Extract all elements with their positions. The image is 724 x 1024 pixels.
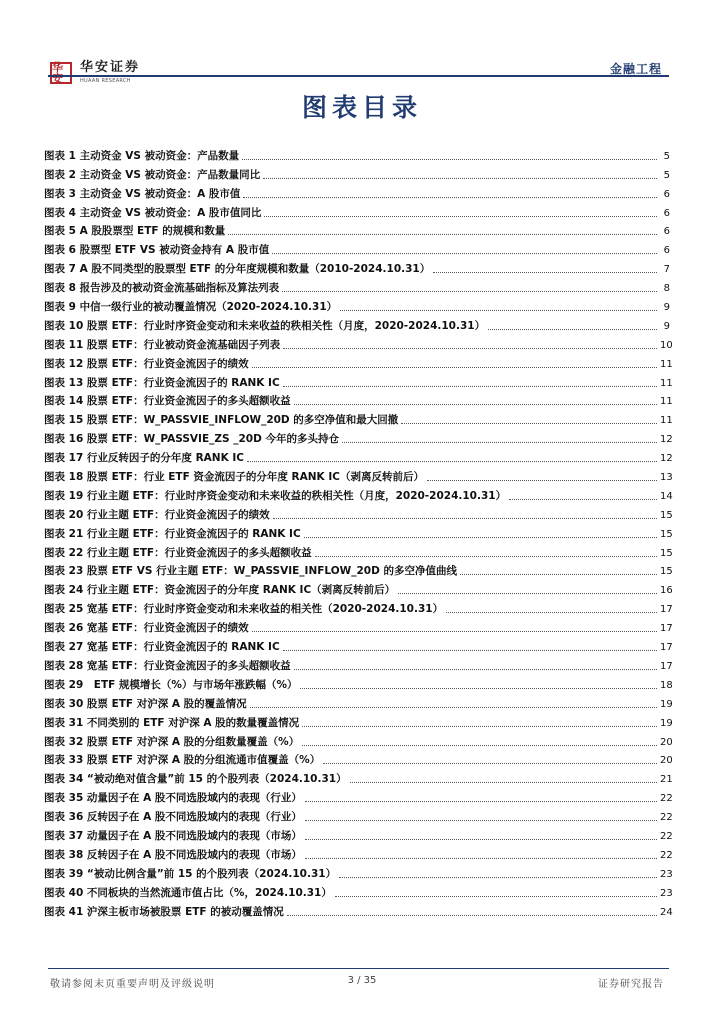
toc-entry-page: 22 (660, 812, 673, 824)
toc-dot-leader (264, 216, 657, 217)
footer-divider (48, 968, 669, 969)
logo-english-name: HUAAN RESEARCH (80, 78, 131, 84)
toc-entry-label: 图表 27 宽基 ETF：行业资金流因子的 RANK IC (44, 641, 280, 654)
toc-entry[interactable] (44, 182, 670, 201)
toc-entry-page: 11 (660, 415, 673, 427)
section-label: 金融工程 (609, 62, 662, 76)
toc-entry-label: 图表 9 中信一级行业的被动覆盖情况（2020-2024.10.31） (44, 301, 338, 314)
header-divider (48, 75, 669, 77)
company-logo-text (80, 61, 140, 85)
toc-entry[interactable] (44, 144, 670, 163)
toc-dot-leader (304, 537, 657, 538)
toc-entry-page: 22 (660, 793, 673, 805)
toc-dot-leader (252, 367, 657, 368)
toc-entry-label: 图表 22 行业主题 ETF：行业资金流因子的多头超额收益 (44, 546, 312, 559)
toc-entry-page: 22 (660, 830, 673, 842)
toc-entry-label: 图表 38 反转因子在 A 股不同选股域内的表现（市场） (44, 848, 302, 861)
toc-entry[interactable] (44, 881, 673, 900)
toc-entry[interactable] (44, 408, 673, 427)
toc-dot-leader (294, 404, 657, 405)
toc-entry-label: 图表 24 行业主题 ETF：资金流因子的分年度 RANK IC（剥离反转前后） (44, 584, 396, 597)
toc-entry-label: 图表 8 报告涉及的被动资金流基础指标及算法列表 (44, 282, 280, 295)
toc-entry-label: 图表 19 行业主题 ETF：行业时序资金变动和未来收益的秩相关性（月度，2020-2024.10.31） (44, 489, 507, 502)
toc-dot-leader (282, 291, 657, 292)
toc-entry[interactable] (44, 238, 670, 257)
toc-entry-label: 图表 26 宽基 ETF：行业资金流因子的绩效 (44, 622, 249, 635)
toc-entry[interactable] (44, 427, 673, 446)
toc-entry-page: 6 (663, 188, 670, 200)
toc-dot-leader (273, 518, 657, 519)
toc-entry[interactable] (44, 673, 673, 692)
toc-entry-label: 图表 41 沪深主板市场被股票 ETF 的被动覆盖情况 (44, 905, 284, 918)
toc-entry-page: 6 (663, 245, 670, 257)
toc-entry-page: 17 (660, 604, 673, 616)
toc-entry-page: 6 (663, 226, 670, 238)
toc-entry[interactable] (44, 541, 673, 560)
toc-entry[interactable] (44, 220, 670, 239)
toc-dot-leader (323, 763, 657, 764)
toc-entry-label: 图表 11 股票 ETF：行业被动资金流基础因子列表 (44, 338, 281, 351)
toc-dot-leader (250, 707, 657, 708)
toc-dot-leader (300, 688, 657, 689)
toc-entry-label: 图表 20 行业主题 ETF：行业资金流因子的绩效 (44, 508, 270, 521)
toc-entry[interactable] (44, 843, 673, 862)
toc-entry-page: 22 (660, 849, 673, 861)
toc-entry[interactable] (44, 295, 670, 314)
toc-entry-page: 18 (660, 679, 673, 691)
toc-entry[interactable] (44, 352, 673, 371)
toc-dot-leader (247, 461, 657, 462)
toc-dot-leader (305, 801, 657, 802)
toc-dot-leader (302, 745, 657, 746)
toc-entry-page: 11 (660, 377, 673, 389)
toc-dot-leader (305, 839, 657, 840)
toc-entry[interactable] (44, 522, 673, 541)
toc-dot-leader (294, 669, 657, 670)
toc-entry-page: 15 (660, 528, 673, 540)
toc-entry-label: 图表 6 股票型 ETF VS 被动资金持有 A 股市值 (44, 244, 270, 257)
toc-dot-leader (305, 858, 657, 859)
toc-entry-page: 12 (660, 434, 673, 446)
toc-entry-page: 6 (663, 207, 670, 219)
toc-entry-page: 15 (660, 547, 673, 559)
page-number: 3 / 35 (347, 975, 377, 986)
toc-entry-label: 图表 3 主动资金 VS 被动资金：A 股市值 (44, 187, 241, 200)
toc-dot-leader (488, 329, 657, 330)
toc-entry[interactable] (44, 824, 673, 843)
toc-entry[interactable] (44, 692, 673, 711)
toc-dot-leader (283, 348, 657, 349)
toc-dot-leader (283, 386, 657, 387)
toc-entry[interactable] (44, 616, 673, 635)
toc-entry[interactable] (44, 654, 673, 673)
toc-entry-label: 图表 4 主动资金 VS 被动资金：A 股市值同比 (44, 206, 262, 219)
toc-entry-label: 图表 29 ETF 规模增长（%）与市场年涨跌幅（%） (44, 678, 298, 691)
toc-entry-page: 11 (660, 358, 673, 370)
toc-dot-leader (263, 178, 657, 179)
toc-entry-label: 图表 15 股票 ETF：W_PASSVIE_INFLOW_20D 的多空净值和最大回撤 (44, 414, 399, 427)
toc-entry[interactable] (44, 805, 673, 824)
toc-entry-label: 图表 10 股票 ETF：行业时序资金变动和未来收益的秩相关性（月度，2020-2024.10.31） (44, 319, 486, 332)
page-header (0, 0, 724, 85)
toc-entry-page: 23 (660, 887, 673, 899)
toc-entry-page: 19 (660, 717, 673, 729)
toc-entry[interactable] (44, 749, 673, 768)
toc-entry[interactable] (44, 390, 673, 409)
toc-entry-label: 图表 2 主动资金 VS 被动资金：产品数量同比 (44, 168, 261, 181)
toc-entry-label: 图表 16 股票 ETF：W_PASSVIE_ZS _20D 今年的多头持仓 (44, 433, 339, 446)
toc-entry[interactable] (44, 862, 673, 881)
footer-disclaimer: 敬请参阅末页重要声明及评级说明 (50, 979, 215, 990)
toc-dot-leader (509, 499, 657, 500)
toc-dot-leader (272, 253, 657, 254)
toc-entry-page: 9 (663, 302, 670, 314)
toc-dot-leader (342, 442, 657, 443)
toc-entry-page: 20 (660, 736, 673, 748)
toc-entry-label: 图表 39 “被动比例含量”前 15 的个股列表（2024.10.31） (44, 867, 337, 880)
toc-entry[interactable] (44, 597, 673, 616)
toc-entry-label: 图表 37 动量因子在 A 股不同选股域内的表现（市场） (44, 829, 302, 842)
toc-entry[interactable] (44, 201, 670, 220)
toc-entry-label: 图表 17 行业反转因子的分年度 RANK IC (44, 452, 244, 465)
toc-entry[interactable] (44, 635, 673, 654)
logo-chinese-name: 华安证券 (80, 60, 141, 75)
toc-dot-leader (433, 272, 657, 273)
toc-dot-leader (252, 631, 657, 632)
toc-entry-page: 12 (660, 453, 673, 465)
toc-entry-label: 图表 5 A 股股票型 ETF 的规模和数量 (44, 225, 226, 238)
toc-entry-page: 17 (660, 623, 673, 635)
toc-entry-page: 16 (660, 585, 673, 597)
toc-entry-page: 24 (660, 906, 673, 918)
toc-entry-label: 图表 23 股票 ETF VS 行业主题 ETF：W_PASSVIE_INFLOW_20D 的多空净值曲线 (44, 565, 457, 578)
toc-entry-label: 图表 33 股票 ETF 对沪深 A 股的分组流通市值覆盖（%） (44, 754, 321, 767)
toc-dot-leader (460, 574, 657, 575)
toc-entry-page: 15 (660, 509, 673, 521)
toc-entry[interactable] (44, 333, 673, 352)
toc-dot-leader (305, 820, 657, 821)
toc-entry-page: 21 (660, 774, 673, 786)
toc-entry-label: 图表 7 A 股不同类型的股票型 ETF 的分年度规模和数量（2010-2024.10.31） (44, 263, 431, 276)
toc-dot-leader (335, 896, 657, 897)
toc-entry-page: 14 (660, 490, 673, 502)
toc-entry[interactable] (44, 276, 670, 295)
toc-entry[interactable] (44, 767, 673, 786)
toc-entry-label: 图表 28 宽基 ETF：行业资金流因子的多头超额收益 (44, 659, 291, 672)
toc-dot-leader (401, 423, 657, 424)
toc-entry-page: 11 (660, 396, 673, 408)
toc-entry[interactable] (44, 446, 673, 465)
toc-entry-label: 图表 13 股票 ETF：行业资金流因子的 RANK IC (44, 376, 280, 389)
toc-entry-page: 19 (660, 698, 673, 710)
toc-dot-leader (427, 480, 657, 481)
huaan-logo-icon: 华安 (50, 62, 72, 84)
toc-entry-label: 图表 36 反转因子在 A 股不同选股域内的表现（行业） (44, 811, 302, 824)
toc-entry[interactable] (44, 503, 673, 522)
toc-entry-page: 10 (660, 339, 673, 351)
toc-dot-leader (315, 556, 657, 557)
toc-entry-page: 5 (663, 150, 670, 162)
toc-entry-label: 图表 32 股票 ETF 对沪深 A 股的分组数量覆盖（%） (44, 735, 300, 748)
toc-dot-leader (340, 310, 657, 311)
toc-entry-label: 图表 35 动量因子在 A 股不同选股域内的表现（行业） (44, 792, 302, 805)
toc-entry-label: 图表 1 主动资金 VS 被动资金：产品数量 (44, 149, 240, 162)
table-of-figures (44, 144, 673, 919)
toc-entry-label: 图表 25 宽基 ETF：行业时序资金变动和未来收益的相关性（2020-2024.10.31） (44, 603, 444, 616)
toc-entry-label: 图表 18 股票 ETF：行业 ETF 资金流因子的分年度 RANK IC（剥离反转前后） (44, 471, 424, 484)
toc-dot-leader (242, 159, 657, 160)
toc-entry-page: 5 (663, 169, 670, 181)
toc-dot-leader (302, 726, 657, 727)
toc-entry[interactable] (44, 900, 673, 919)
toc-entry[interactable] (44, 711, 673, 730)
toc-entry[interactable] (44, 730, 673, 749)
toc-dot-leader (339, 877, 657, 878)
toc-entry-page: 13 (660, 472, 673, 484)
toc-entry[interactable] (44, 371, 673, 390)
toc-entry-label: 图表 34 “被动绝对值含量”前 15 的个股列表（2024.10.31） (44, 773, 347, 786)
toc-entry[interactable] (44, 484, 673, 503)
toc-entry-label: 图表 12 股票 ETF：行业资金流因子的绩效 (44, 357, 249, 370)
toc-entry-page: 17 (660, 642, 673, 654)
toc-entry[interactable] (44, 257, 670, 276)
toc-entry-page: 8 (663, 283, 670, 295)
toc-dot-leader (350, 782, 657, 783)
toc-entry[interactable] (44, 314, 670, 333)
footer-report-type: 证券研究报告 (598, 979, 664, 990)
toc-entry-page: 20 (660, 755, 673, 767)
toc-entry-label: 图表 14 股票 ETF：行业资金流因子的多头超额收益 (44, 395, 291, 408)
toc-entry-page: 15 (660, 566, 673, 578)
toc-dot-leader (243, 197, 657, 198)
toc-dot-leader (228, 234, 657, 235)
toc-entry-page: 7 (663, 264, 670, 276)
toc-entry[interactable] (44, 465, 673, 484)
toc-entry-page: 9 (663, 320, 670, 332)
toc-entry[interactable] (44, 578, 673, 597)
toc-entry-label: 图表 30 股票 ETF 对沪深 A 股的覆盖情况 (44, 697, 247, 710)
toc-dot-leader (398, 593, 657, 594)
toc-entry-label: 图表 21 行业主题 ETF：行业资金流因子的 RANK IC (44, 527, 301, 540)
toc-entry[interactable] (44, 786, 673, 805)
toc-dot-leader (446, 612, 657, 613)
toc-entry[interactable] (44, 560, 673, 579)
toc-entry-page: 17 (660, 660, 673, 672)
toc-entry-label: 图表 31 不同类别的 ETF 对沪深 A 股的数量覆盖情况 (44, 716, 300, 729)
toc-entry-label: 图表 40 不同板块的当然流通市值占比（%，2024.10.31） (44, 886, 332, 899)
toc-entry[interactable] (44, 163, 670, 182)
toc-dot-leader (287, 915, 657, 916)
toc-dot-leader (283, 650, 657, 651)
toc-entry-page: 23 (660, 868, 673, 880)
page-title: 图表目录 (301, 93, 422, 122)
